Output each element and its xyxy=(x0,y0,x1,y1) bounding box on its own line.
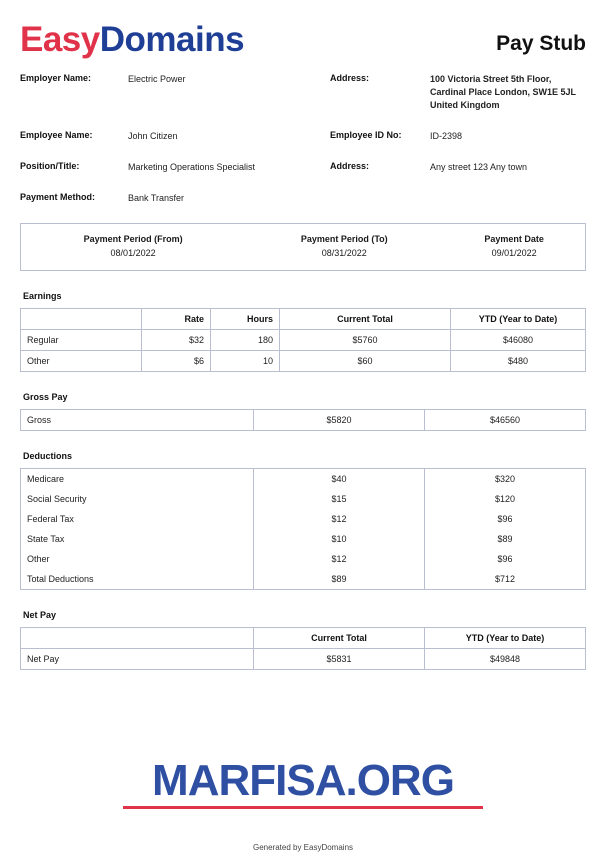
employer-name-label: Employer Name: xyxy=(20,73,92,83)
net-pay-row-name: Net Pay xyxy=(21,649,254,670)
deductions-table xyxy=(20,468,586,590)
earnings-row-ytd: $480 xyxy=(451,351,586,372)
employee-address-value: Any street 123 Any town xyxy=(430,162,528,173)
info-row-position xyxy=(20,161,586,174)
footer-note: Generated by EasyDomains xyxy=(252,843,354,852)
watermark-rule xyxy=(123,806,483,809)
earnings-caption: Earnings xyxy=(23,291,62,302)
brand-logo-second: Domains xyxy=(99,20,245,59)
earnings-row-hours: 180 xyxy=(211,330,280,351)
net-pay-header-name xyxy=(21,628,254,649)
deduction-name: Federal Tax xyxy=(21,509,254,529)
payment-method-group xyxy=(20,192,330,205)
position-value: Marketing Operations Specialist xyxy=(128,162,256,173)
deduction-current: $15 xyxy=(254,489,425,509)
employee-name-value: John Citizen xyxy=(128,131,178,142)
deduction-current: $89 xyxy=(254,569,425,590)
period-from-value: 08/01/2022 xyxy=(110,248,156,259)
employee-name-group xyxy=(20,130,330,143)
employer-address-label: Address: xyxy=(330,73,370,83)
earnings-header-ytd: YTD (Year to Date) xyxy=(451,309,586,330)
deduction-ytd: $320 xyxy=(425,469,586,490)
deductions-caption: Deductions xyxy=(23,451,73,462)
deduction-name: Social Security xyxy=(21,489,254,509)
table-row xyxy=(21,410,586,431)
table-row xyxy=(21,529,586,549)
period-to-value: 08/31/2022 xyxy=(321,248,367,259)
info-row-payment-method xyxy=(20,192,586,205)
employer-name-group xyxy=(20,73,330,112)
deduction-name: Medicare xyxy=(21,469,254,490)
employee-address-label: Address: xyxy=(330,161,370,172)
net-pay-row-current: $5831 xyxy=(254,649,425,670)
earnings-row-current: $5760 xyxy=(280,330,451,351)
gross-row-current: $5820 xyxy=(254,410,425,431)
table-row xyxy=(21,649,586,670)
employee-name-label: Employee Name: xyxy=(20,130,93,141)
payment-period-value-row xyxy=(21,248,586,271)
earnings-row-hours: 10 xyxy=(211,351,280,372)
payment-method-label: Payment Method: xyxy=(20,192,96,203)
period-to-label: Payment Period (To) xyxy=(300,234,388,245)
deduction-current: $10 xyxy=(254,529,425,549)
position-label: Position/Title: xyxy=(20,161,80,172)
net-pay-caption: Net Pay xyxy=(23,610,57,621)
earnings-table xyxy=(20,308,586,372)
earnings-row-ytd: $46080 xyxy=(451,330,586,351)
employee-address-group xyxy=(330,161,586,174)
table-row xyxy=(21,549,586,569)
gross-pay-table xyxy=(20,409,586,431)
table-row xyxy=(21,330,586,351)
deduction-current: $12 xyxy=(254,549,425,569)
payment-method-spacer xyxy=(330,192,586,205)
payment-period-header-row xyxy=(21,224,586,249)
table-row xyxy=(21,489,586,509)
info-row-employee xyxy=(20,130,586,143)
period-date-value: 09/01/2022 xyxy=(491,248,537,259)
table-row xyxy=(21,509,586,529)
deduction-name: State Tax xyxy=(21,529,254,549)
deduction-ytd: $96 xyxy=(425,509,586,529)
employee-id-value: ID-2398 xyxy=(430,131,463,142)
brand-logo xyxy=(20,22,244,57)
page-title: Pay Stub xyxy=(496,32,586,55)
employee-id-group xyxy=(330,130,586,143)
employer-name-value: Electric Power xyxy=(128,74,186,84)
document-header xyxy=(20,18,586,57)
net-pay-table xyxy=(20,627,586,670)
earnings-row-rate: $32 xyxy=(142,330,211,351)
payment-method-value: Bank Transfer xyxy=(128,193,185,204)
deduction-name: Other xyxy=(21,549,254,569)
employer-address-group xyxy=(330,73,586,112)
net-pay-header-ytd: YTD (Year to Date) xyxy=(425,628,586,649)
deduction-ytd: $89 xyxy=(425,529,586,549)
table-row xyxy=(21,569,586,590)
net-pay-header-row xyxy=(21,628,586,649)
earnings-row-name: Other xyxy=(21,351,142,372)
deduction-ytd: $712 xyxy=(425,569,586,590)
footer-watermark xyxy=(0,756,606,856)
period-from-label: Payment Period (From) xyxy=(83,234,183,245)
deduction-name: Total Deductions xyxy=(21,569,254,590)
deduction-ytd: $96 xyxy=(425,549,586,569)
deduction-current: $40 xyxy=(254,469,425,490)
deduction-current: $12 xyxy=(254,509,425,529)
deduction-ytd: $120 xyxy=(425,489,586,509)
gross-pay-caption: Gross Pay xyxy=(23,392,68,403)
employee-id-label: Employee ID No: xyxy=(330,130,402,141)
position-group xyxy=(20,161,330,174)
gross-row-name: Gross xyxy=(21,410,254,431)
earnings-row-current: $60 xyxy=(280,351,451,372)
watermark-text: MARFISA.ORG xyxy=(152,756,454,805)
earnings-row-rate: $6 xyxy=(142,351,211,372)
brand-logo-first: Easy xyxy=(20,20,100,59)
period-date-label: Payment Date xyxy=(484,234,544,245)
earnings-header-row xyxy=(21,309,586,330)
info-block xyxy=(20,73,586,205)
net-pay-header-current: Current Total xyxy=(254,628,425,649)
info-row-employer xyxy=(20,73,586,112)
gross-row-ytd: $46560 xyxy=(425,410,586,431)
earnings-header-hours: Hours xyxy=(211,309,280,330)
earnings-header-name xyxy=(21,309,142,330)
payment-period-table xyxy=(20,223,586,271)
earnings-row-name: Regular xyxy=(21,330,142,351)
table-row xyxy=(21,469,586,490)
table-row xyxy=(21,351,586,372)
earnings-header-current: Current Total xyxy=(280,309,451,330)
employer-address-value: 100 Victoria Street 5th Floor, Cardinal Place London, SW1E 5JL United Kingdom xyxy=(430,74,576,111)
net-pay-row-ytd: $49848 xyxy=(425,649,586,670)
earnings-header-rate: Rate xyxy=(142,309,211,330)
